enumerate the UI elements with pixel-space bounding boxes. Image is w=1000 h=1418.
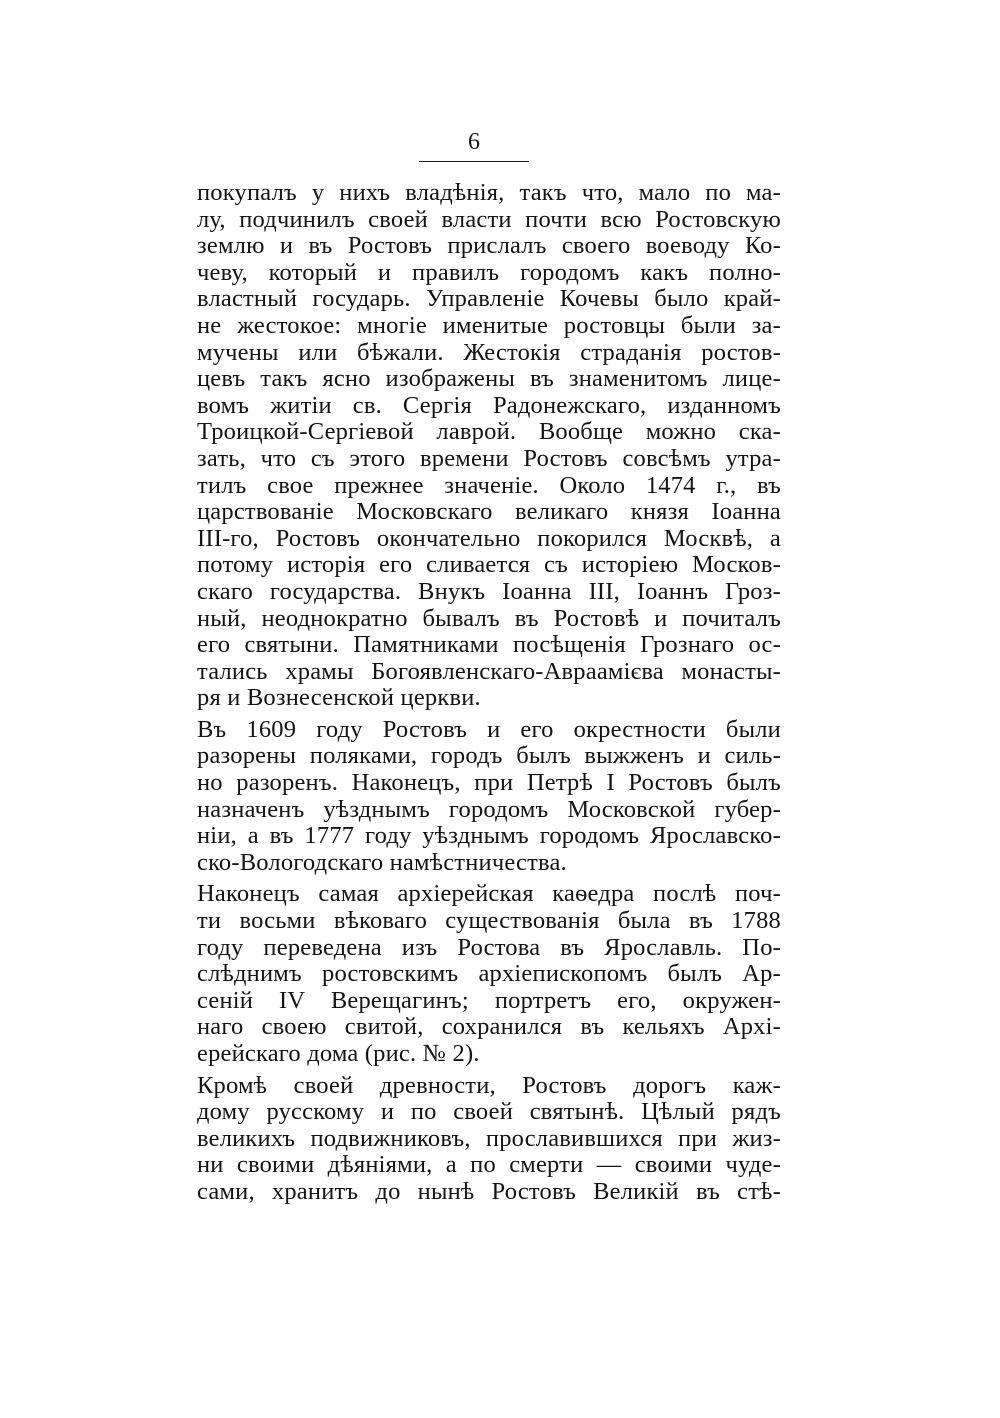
text-line: ти восьми вѣковаго существованія была въ 1788	[197, 908, 781, 935]
text-line: лу, подчинилъ своей власти почти всю Ростовскую	[197, 206, 781, 233]
text-line: разорены поляками, городъ былъ выжженъ и силь-	[197, 743, 781, 770]
text-line: сами, хранитъ до нынѣ Ростовъ Великій въ стѣ-	[197, 1178, 781, 1205]
body-text	[197, 180, 781, 1206]
text-line: Троицкой-Сергіевой лаврой. Вообще можно ска-	[197, 419, 781, 446]
paragraph-4	[197, 1068, 781, 1206]
text-line: ря и Вознесенской церкви.	[197, 685, 481, 712]
paragraph-3	[197, 876, 781, 1067]
text-line: чеву, который и правилъ городомъ какъ полно-	[197, 259, 781, 286]
text-line: Наконецъ самая архіерейская каѳедра послѣ поч-	[197, 881, 781, 908]
text-line: зать, что съ этого времени Ростовъ совсѣмъ утра-	[197, 445, 781, 472]
text-line: слѣднимъ ростовскимъ архіепископомъ былъ Ар-	[197, 961, 781, 988]
text-line: его святыни. Памятниками посѣщенія Грознаго ос-	[197, 632, 781, 659]
text-line: великихъ подвижниковъ, прославившихся при жиз-	[197, 1125, 781, 1152]
text-line: ный, неоднократно бывалъ въ Ростовѣ и почиталъ	[197, 605, 781, 632]
text-line: III-го, Ростовъ окончательно покорился Москвѣ, а	[197, 525, 781, 552]
text-line: покупалъ у нихъ владѣнія, такъ что, мало по ма-	[197, 180, 781, 206]
text-line: сеній IV Верещагинъ; портретъ его, окружен-	[197, 987, 781, 1014]
text-line: ерейскаго дома (рис. № 2).	[197, 1041, 480, 1067]
text-line: Кромѣ своей древности, Ростовъ дорогъ каж-	[197, 1072, 781, 1099]
text-line: мучены или бѣжали. Жестокія страданія ростов-	[197, 339, 781, 366]
text-line: назначенъ уѣзднымъ городомъ Московской губер-	[197, 796, 781, 823]
text-line: но разоренъ. Наконецъ, при Петрѣ I Ростовъ былъ	[197, 770, 781, 797]
paragraph-1	[197, 180, 781, 712]
text-line: не жестокое: многіе именитые ростовцы были за-	[197, 312, 781, 339]
text-line: ско-Вологодскаго намѣстничества.	[197, 849, 567, 876]
text-line: году переведена изъ Ростова въ Ярославль. По-	[197, 934, 781, 961]
page-number-rule	[419, 161, 529, 162]
text-line: тилъ свое прежнее значеніе. Около 1474 г., въ	[197, 472, 781, 499]
text-line: царствованіе Московскаго великаго князя Іоанна	[197, 499, 781, 526]
text-line: наго своею свитой, сохранился въ кельяхъ Архі-	[197, 1014, 781, 1041]
text-line: Въ 1609 году Ростовъ и его окрестности были	[197, 716, 781, 743]
paragraph-2	[197, 712, 781, 877]
text-line: цевъ такъ ясно изображены въ знаменитомъ лице-	[197, 366, 781, 393]
text-line: властный государь. Управленіе Кочевы было край-	[197, 286, 781, 313]
text-line: вомъ житіи св. Сергія Радонежскаго, изданномъ	[197, 392, 781, 419]
text-line: потому исторія его сливается съ исторіею Москов-	[197, 552, 781, 579]
text-line: ни своими дѣяніями, а по смерти — своими чуде-	[197, 1152, 781, 1179]
text-line: землю и въ Ростовъ прислалъ своего воеводу Ко-	[197, 233, 781, 260]
text-line: дому русскому и по своей святынѣ. Цѣлый рядъ	[197, 1099, 781, 1126]
text-line: скаго государства. Внукъ Іоанна III, Іоаннъ Гроз-	[197, 578, 781, 605]
text-line: ніи, а въ 1777 году уѣзднымъ городомъ Ярославско-	[197, 823, 781, 850]
text-line: тались храмы Богоявленскаго-Авраамієва монасты-	[197, 658, 781, 685]
page-number: 6	[468, 129, 480, 155]
